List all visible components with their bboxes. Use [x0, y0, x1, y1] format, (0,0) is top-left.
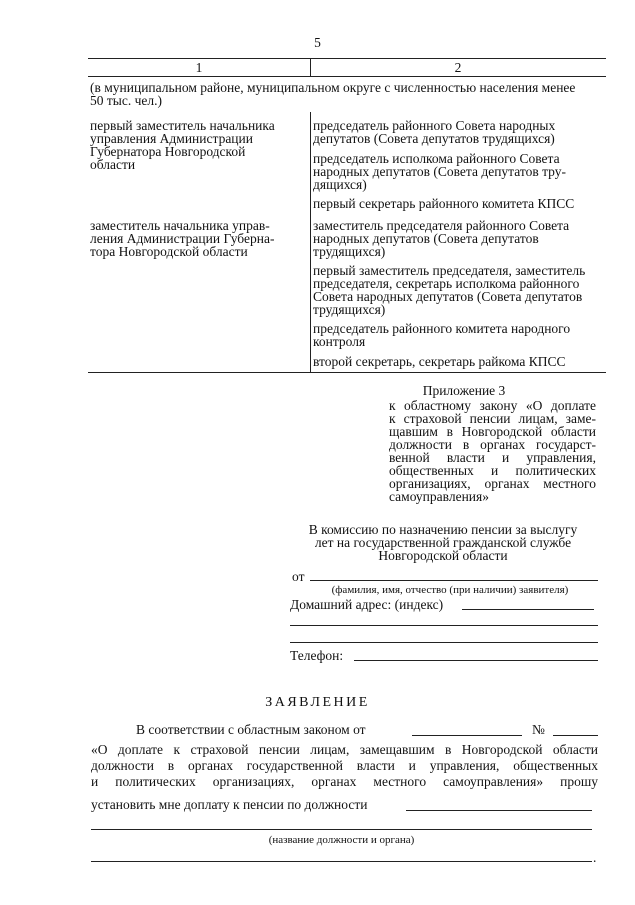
phone-label: Телефон:	[290, 648, 344, 663]
appendix-title: Приложение 3	[422, 383, 506, 398]
end-mark: .	[593, 850, 597, 865]
table-row-2-right-b: первый заместитель председателя, заместитель председателя, секретарь исполкома районного Совета народных депутатов (Совета депутатов трудящихся)	[313, 263, 586, 317]
table-top-rule	[88, 58, 606, 59]
from-caption: (фамилия, имя, отчество (при наличии) заявителя)	[331, 584, 569, 596]
addressee-block: В комиссию по назначению пенсии за выслугу лет на государственной гражданской службе Новгородской области	[308, 522, 578, 563]
from-label: от	[292, 569, 305, 584]
table-intro-note: (в муниципальном районе, муниципальном округе с численностью населения менее 50 тыс. чел.)	[90, 80, 576, 108]
table-header-rule	[88, 76, 606, 77]
position-field-line-2[interactable]	[91, 829, 592, 830]
table-row-1-left: первый заместитель начальника управления Администрации Губернатора Новгородской области	[90, 118, 275, 172]
table-row-1-right-a: председатель районного Совета народных депутатов (Совета депутатов трудящихся)	[313, 118, 556, 146]
position-field-line-3[interactable]	[91, 861, 592, 862]
address-label: Домашний адрес: (индекс)	[290, 597, 444, 612]
statement-body: «О доплате к страховой пенсии лицам, замещавшим в Новгородской области должности в органах государственной власти и управления, общественных и политических организациях, органах местного самоуправления» прошу	[91, 742, 598, 789]
table-row-2-right-d: второй секретарь, секретарь райкома КПСС	[313, 354, 566, 369]
table-row-1-right-c: первый секретарь районного комитета КПСС	[313, 196, 575, 211]
table-row-2-left: заместитель начальника управ- ления Администрации Губерна- тора Новгородской области	[90, 218, 275, 259]
page-number: 5	[314, 35, 321, 50]
address-index-field[interactable]	[462, 609, 594, 610]
address-line-3-field[interactable]	[290, 642, 598, 643]
phone-field[interactable]	[354, 660, 598, 661]
number-sign: №	[532, 722, 545, 737]
table-bottom-rule	[88, 372, 606, 373]
address-line-2-field[interactable]	[290, 625, 598, 626]
appendix-text: к областному закону «О доплате к страховой пенсии лицам, заме- щавшим в Новгородской области должности в органах государст- венной власти и управления, общественных и политических организациях, органах местного самоуправления»	[389, 398, 596, 504]
position-caption: (название должности и органа)	[268, 834, 415, 846]
from-name-field[interactable]	[310, 580, 598, 581]
law-number-field[interactable]	[553, 735, 598, 736]
statement-last-line: установить мне доплату к пенсии по должности	[91, 797, 368, 812]
table-column-divider	[310, 112, 311, 372]
table-row-1-right-b: председатель исполкома районного Совета народных депутатов (Совета депутатов тру- дящихся)	[313, 151, 566, 192]
statement-line1-text: В соответствии с областным законом от	[136, 722, 366, 737]
table-row-2-right-a: заместитель председателя районного Совета народных депутатов (Совета депутатов трудящихся)	[313, 218, 570, 259]
position-field[interactable]	[406, 810, 592, 811]
law-date-field[interactable]	[412, 735, 522, 736]
table-header-col2: 2	[454, 60, 462, 75]
table-header-col1: 1	[195, 60, 203, 75]
table-header-divider	[310, 58, 311, 76]
table-row-2-right-c: председатель районного комитета народного контроля	[313, 321, 571, 349]
statement-title: ЗАЯВЛЕНИЕ	[265, 695, 370, 710]
